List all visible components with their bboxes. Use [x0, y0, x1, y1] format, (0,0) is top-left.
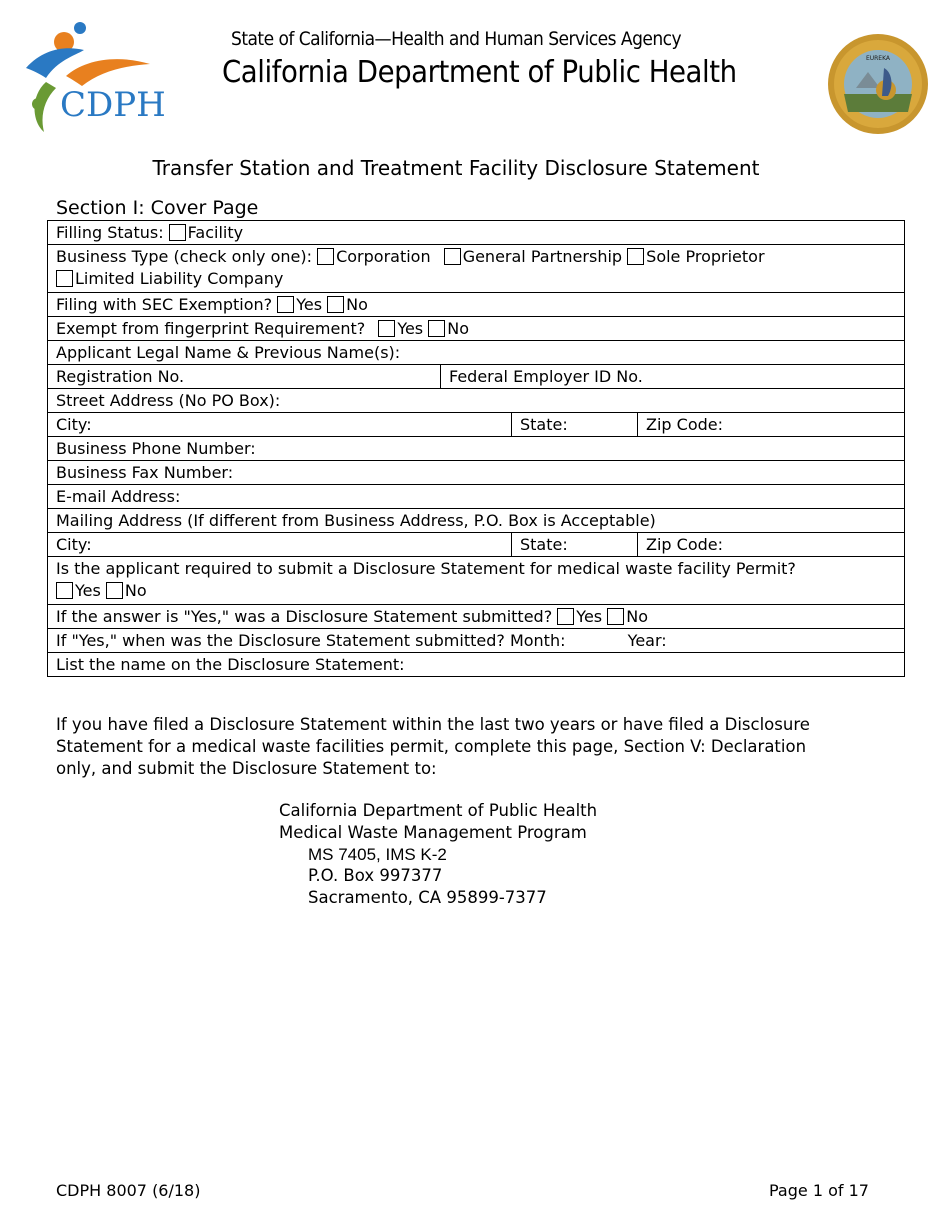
mail-zip-field[interactable]: Zip Code: — [637, 533, 904, 556]
mail-city-row — [48, 533, 905, 557]
year-label: Year: — [627, 631, 667, 650]
cover-page-form — [47, 220, 905, 677]
fingerprint-label: Exempt from fingerprint Requirement? — [56, 319, 366, 338]
mailing-address-field[interactable]: Mailing Address (If different from Business Address, P.O. Box is Acceptable) — [56, 511, 656, 530]
filing-status-label: Filling Status: — [56, 223, 164, 242]
fingerprint-yes-checkbox[interactable] — [378, 320, 395, 337]
llc-label: Limited Liability Company — [75, 269, 284, 288]
department-name: California Department of Public Health — [222, 55, 737, 90]
sole-proprietor-checkbox[interactable] — [627, 248, 644, 265]
registration-row — [48, 365, 905, 389]
form-title: Transfer Station and Treatment Facility Disclosure Statement — [152, 156, 760, 180]
state-seal — [826, 32, 930, 136]
submitted-question-label: If the answer is "Yes," was a Disclosure Statement submitted? — [56, 607, 553, 626]
filing-status-row — [48, 221, 905, 245]
fingerprint-yes-label: Yes — [397, 319, 424, 338]
street-row[interactable] — [48, 389, 905, 413]
required-question-label: Is the applicant required to submit a Disclosure Statement for medical waste facility Permit? — [56, 559, 796, 578]
instructions-paragraph: If you have filed a Disclosure Statement within the last two years or have filed a Disclosure Statement for a medical waste facilities permit, complete this page, Section V: Declaration only, and submit the Disclosure Statement to: — [56, 715, 810, 778]
registration-field[interactable]: Registration No. — [56, 367, 185, 386]
name-on-statement-field[interactable]: List the name on the Disclosure Statement: — [56, 655, 405, 674]
business-fax-field[interactable]: Business Fax Number: — [56, 463, 234, 482]
email-field[interactable]: E-mail Address: — [56, 487, 181, 506]
form-number: CDPH 8007 (6/18) — [56, 1181, 201, 1200]
sec-yes-label: Yes — [296, 295, 323, 314]
address-line-2: Medical Waste Management Program — [279, 823, 587, 842]
sec-exemption-row — [48, 293, 905, 317]
general-partnership-label: General Partnership — [462, 247, 623, 266]
cdph-logo-text: CDPH — [60, 85, 166, 125]
mail-state-field[interactable]: State: — [511, 533, 637, 556]
submitted-yes-checkbox[interactable] — [557, 608, 574, 625]
fingerprint-no-checkbox[interactable] — [428, 320, 445, 337]
submitted-question-cell — [48, 605, 656, 628]
when-submitted-label: If "Yes," when was the Disclosure Statement submitted? Month: — [56, 631, 566, 650]
required-question-row — [48, 557, 905, 605]
mailing-row[interactable] — [48, 509, 905, 533]
corporation-label: Corporation — [336, 247, 431, 266]
address-line-4: P.O. Box 997377 — [308, 866, 443, 885]
business-type-cell — [48, 245, 773, 292]
federal-id-field[interactable]: Federal Employer ID No. — [440, 365, 904, 388]
llc-checkbox[interactable] — [56, 270, 73, 287]
corporation-checkbox[interactable] — [317, 248, 334, 265]
sec-no-checkbox[interactable] — [327, 296, 344, 313]
sec-exemption-label: Filing with SEC Exemption? — [56, 295, 273, 314]
zip-field[interactable]: Zip Code: — [637, 413, 904, 436]
fingerprint-row — [48, 317, 905, 341]
city-field[interactable]: City: — [56, 415, 92, 434]
phone-row[interactable] — [48, 437, 905, 461]
required-no-checkbox[interactable] — [106, 582, 123, 599]
filing-status-cell — [48, 221, 251, 244]
legal-name-row[interactable] — [48, 341, 905, 365]
general-partnership-checkbox[interactable] — [444, 248, 461, 265]
email-row[interactable] — [48, 485, 905, 509]
fingerprint-no-label: No — [447, 319, 469, 338]
when-submitted-cell[interactable] — [48, 629, 675, 652]
fax-row[interactable] — [48, 461, 905, 485]
fingerprint-cell — [48, 317, 477, 340]
sec-no-label: No — [346, 295, 368, 314]
section-heading: Section I: Cover Page — [56, 197, 259, 219]
name-on-statement-row[interactable] — [48, 653, 905, 677]
address-line-5: Sacramento, CA 95899-7377 — [308, 888, 547, 907]
required-yes-checkbox[interactable] — [56, 582, 73, 599]
mail-city-field[interactable]: City: — [56, 535, 92, 554]
page-number: Page 1 of 17 — [769, 1181, 869, 1200]
facility-checkbox[interactable] — [169, 224, 186, 241]
address-line-1: California Department of Public Health — [279, 801, 598, 820]
business-type-label: Business Type (check only one): — [56, 247, 312, 266]
required-question-cell — [48, 557, 804, 604]
facility-option-label: Facility — [187, 223, 244, 242]
seal-motto: EUREKA — [865, 55, 891, 62]
street-address-field[interactable]: Street Address (No PO Box): — [56, 391, 281, 410]
legal-name-field[interactable]: Applicant Legal Name & Previous Name(s): — [56, 343, 401, 362]
required-yes-label: Yes — [75, 581, 101, 600]
city-row — [48, 413, 905, 437]
submitted-yes-label: Yes — [576, 607, 603, 626]
required-no-label: No — [124, 581, 147, 600]
address-line-3: MS 7405, IMS K-2 — [308, 845, 447, 864]
business-type-row — [48, 245, 905, 293]
agency-name: State of California—Health and Human Services Agency — [231, 28, 682, 50]
sec-yes-checkbox[interactable] — [277, 296, 294, 313]
when-submitted-row — [48, 629, 905, 653]
state-field[interactable]: State: — [511, 413, 637, 436]
submitted-question-row — [48, 605, 905, 629]
submitted-no-checkbox[interactable] — [607, 608, 624, 625]
cdph-logo — [22, 20, 180, 138]
sole-proprietor-label: Sole Proprietor — [646, 247, 765, 266]
submitted-no-label: No — [626, 607, 648, 626]
sec-exemption-cell — [48, 293, 376, 316]
business-phone-field[interactable]: Business Phone Number: — [56, 439, 256, 458]
